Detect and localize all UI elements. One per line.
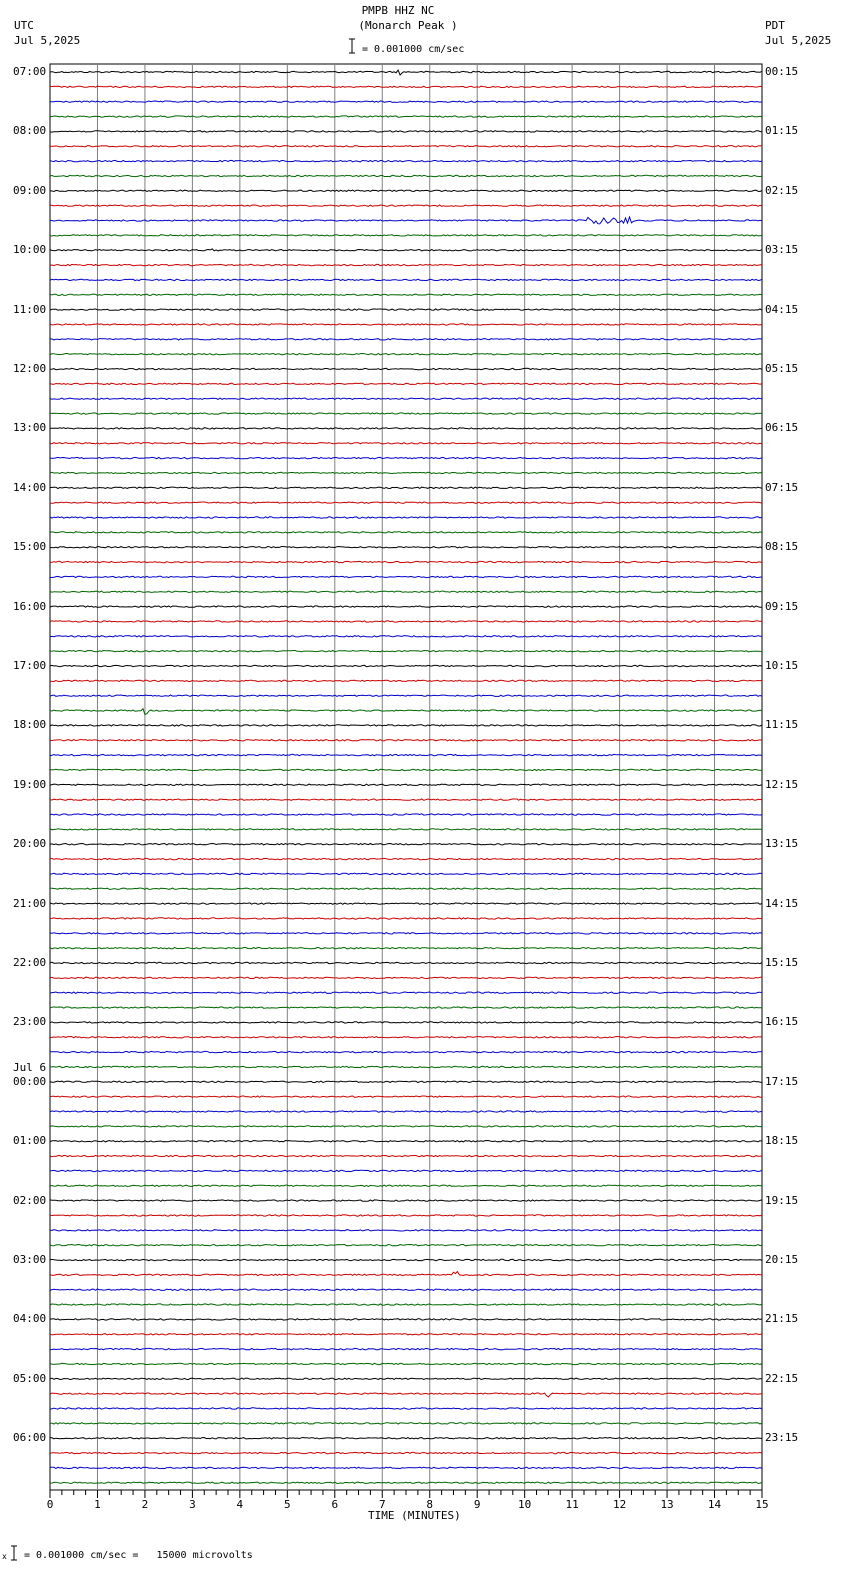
seismic-trace	[50, 131, 762, 132]
footer-scale-note: = 0.001000 cm/sec = 15000 microvolts	[24, 1550, 253, 1561]
utc-hour-label: 10:00	[13, 243, 47, 257]
seismic-trace	[50, 1007, 762, 1008]
utc-hour-label: 00:00	[13, 1074, 47, 1088]
seismic-trace	[50, 1334, 762, 1335]
seismic-trace	[50, 368, 762, 369]
seismic-trace	[50, 101, 762, 102]
seismic-trace	[50, 933, 762, 934]
seismic-trace	[50, 443, 762, 444]
seismic-trace	[50, 294, 762, 295]
seismic-trace	[50, 561, 762, 562]
pdt-hour-label: 08:15	[765, 540, 799, 554]
pdt-hour-label: 05:15	[765, 362, 799, 375]
seismic-trace	[50, 606, 762, 607]
seismic-trace	[50, 1051, 762, 1052]
seismic-trace	[50, 888, 762, 889]
seismic-trace	[50, 1155, 762, 1156]
seismic-trace	[50, 576, 762, 577]
utc-hour-label: 03:00	[13, 1253, 47, 1266]
pdt-hour-label: 04:15	[765, 302, 799, 316]
seismic-trace	[50, 1272, 762, 1276]
right-date: Jul 5,2025	[765, 34, 832, 47]
seismic-trace	[50, 1126, 762, 1127]
seismic-trace	[50, 190, 762, 191]
pdt-hour-label: 23:15	[765, 1431, 799, 1445]
x-tick-label: 15	[755, 1498, 769, 1511]
x-tick-label: 10	[518, 1498, 532, 1511]
station-name: (Monarch Peak )	[358, 19, 458, 32]
seismic-trace	[50, 814, 762, 815]
seismic-trace	[50, 1141, 762, 1142]
seismic-trace	[50, 1170, 762, 1171]
x-tick-label: 12	[612, 1498, 627, 1511]
seismic-trace	[50, 740, 762, 741]
seismic-trace	[50, 1289, 762, 1290]
seismic-trace	[50, 160, 762, 161]
utc-hour-label: 08:00	[13, 124, 47, 138]
seismic-trace	[50, 502, 762, 503]
x-tick-label: 1	[94, 1498, 101, 1511]
seismic-trace	[50, 858, 762, 859]
utc-hour-label: 21:00	[13, 896, 47, 910]
seismic-trace	[50, 903, 762, 904]
seismic-trace	[50, 725, 762, 726]
pdt-hour-label: 16:15	[765, 1015, 799, 1029]
seismic-trace	[50, 1066, 762, 1067]
seismic-trace	[50, 1200, 762, 1201]
seismic-trace	[50, 1363, 762, 1364]
corner-mark: x	[2, 1552, 7, 1561]
seismic-trace	[50, 1482, 762, 1483]
seismic-trace	[50, 1452, 762, 1453]
seismic-trace	[50, 1081, 762, 1082]
pdt-hour-label: 15:15	[765, 956, 799, 969]
utc-hour-label: 19:00	[13, 777, 47, 791]
x-tick-label: 13	[660, 1498, 674, 1511]
seismic-trace	[50, 205, 762, 206]
seismic-trace	[50, 146, 762, 147]
seismic-trace	[50, 1230, 762, 1231]
x-tick-label: 2	[141, 1498, 149, 1511]
left-timezone: UTC	[14, 19, 34, 32]
seismic-trace	[50, 116, 762, 117]
seismic-trace	[50, 1185, 762, 1186]
seismic-trace	[50, 1022, 762, 1023]
seismic-trace	[50, 918, 762, 919]
utc-hour-label: 13:00	[13, 421, 47, 435]
utc-hour-label: 16:00	[13, 599, 47, 613]
pdt-hour-label: 01:15	[765, 124, 799, 138]
seismic-trace	[50, 175, 762, 176]
seismic-trace	[50, 695, 762, 696]
plot-frame	[50, 64, 762, 1490]
station-code: PMPB HHZ NC	[361, 4, 435, 17]
utc-hour-label: 09:00	[13, 183, 47, 197]
x-tick-label: 6	[331, 1498, 339, 1511]
seismic-trace	[50, 383, 762, 384]
scale-label: = 0.001000 cm/sec	[362, 44, 465, 55]
pdt-hour-label: 17:15	[765, 1074, 799, 1088]
seismic-trace	[50, 992, 762, 993]
utc-hour-label: 22:00	[13, 956, 47, 969]
seismic-trace	[50, 799, 762, 800]
seismic-trace	[50, 665, 762, 666]
seismic-trace	[50, 948, 762, 949]
seismic-trace	[50, 413, 762, 414]
utc-hour-label: 23:00	[13, 1015, 47, 1029]
seismic-trace	[50, 547, 762, 548]
seismic-trace	[50, 680, 762, 681]
seismic-trace	[50, 86, 762, 87]
seismic-trace	[50, 264, 762, 265]
utc-hour-label: 14:00	[13, 480, 47, 494]
utc-hour-label: 18:00	[13, 718, 47, 732]
seismic-trace	[50, 1319, 762, 1320]
utc-hour-label: 07:00	[13, 65, 47, 78]
seismic-trace	[50, 249, 762, 251]
pdt-hour-label: 10:15	[765, 659, 799, 672]
pdt-hour-label: 13:15	[765, 837, 799, 851]
pdt-hour-label: 07:15	[765, 480, 799, 494]
utc-hour-label: 05:00	[13, 1371, 47, 1385]
seismic-trace	[50, 487, 762, 488]
seismic-trace	[50, 873, 762, 874]
pdt-hour-label: 00:15	[765, 65, 799, 78]
pdt-hour-label: 03:15	[765, 243, 799, 257]
seismic-trace	[50, 1037, 762, 1038]
seismic-trace	[50, 621, 762, 622]
right-timezone: PDT	[765, 19, 785, 32]
x-tick-label: 8	[426, 1498, 434, 1511]
x-tick-label: 14	[707, 1498, 722, 1511]
seismic-trace	[50, 977, 762, 978]
pdt-hour-label: 20:15	[765, 1253, 799, 1266]
seismic-trace	[50, 1438, 762, 1439]
seismic-trace	[50, 651, 762, 652]
pdt-hour-label: 06:15	[765, 421, 799, 435]
utc-hour-label: 20:00	[13, 837, 47, 851]
seismic-trace	[50, 591, 762, 592]
seismic-trace	[50, 70, 762, 75]
x-tick-label: 3	[189, 1498, 196, 1511]
seismic-trace	[50, 235, 762, 236]
utc-hour-label: 11:00	[13, 302, 47, 316]
pdt-hour-label: 14:15	[765, 896, 799, 910]
pdt-hour-label: 18:15	[765, 1134, 799, 1148]
pdt-hour-label: 09:15	[765, 599, 799, 613]
x-axis-title: TIME (MINUTES)	[368, 1509, 461, 1522]
pdt-hour-label: 19:15	[765, 1193, 799, 1207]
seismic-trace	[50, 709, 762, 715]
seismic-trace	[50, 1111, 762, 1112]
pdt-hour-label: 11:15	[765, 718, 799, 732]
utc-hour-label: 04:00	[13, 1312, 47, 1326]
utc-hour-label: 06:00	[13, 1431, 47, 1445]
utc-hour-label: 01:00	[13, 1134, 47, 1148]
seismic-trace	[50, 217, 762, 224]
seismic-trace	[50, 517, 762, 518]
seismic-trace	[50, 428, 762, 429]
seismic-trace	[50, 339, 762, 340]
left-date: Jul 5,2025	[14, 34, 81, 47]
seismic-trace	[50, 1096, 762, 1097]
date-change-label: Jul 6	[13, 1060, 47, 1074]
x-tick-label: 9	[473, 1498, 481, 1511]
utc-hour-label: 12:00	[13, 362, 47, 375]
seismic-trace	[50, 1393, 762, 1397]
seismic-trace	[50, 1348, 762, 1349]
seismic-trace	[50, 784, 762, 785]
seismic-trace	[50, 1245, 762, 1246]
seismic-trace	[50, 354, 762, 355]
seismic-trace	[50, 324, 762, 325]
seismic-trace	[50, 844, 762, 845]
seismic-trace	[50, 1423, 762, 1424]
seismic-trace	[50, 457, 762, 458]
x-tick-label: 11	[565, 1498, 579, 1511]
seismic-trace	[50, 636, 762, 637]
x-tick-label: 5	[284, 1498, 291, 1511]
seismic-trace	[50, 829, 762, 830]
seismic-trace	[50, 754, 762, 755]
seismic-trace	[50, 532, 762, 533]
seismic-trace	[50, 279, 762, 280]
seismic-trace	[50, 472, 762, 473]
seismic-trace	[50, 962, 762, 963]
seismic-trace	[50, 398, 762, 399]
seismic-trace	[50, 309, 762, 310]
pdt-hour-label: 22:15	[765, 1371, 799, 1385]
x-tick-label: 4	[236, 1498, 244, 1511]
pdt-hour-label: 21:15	[765, 1312, 799, 1326]
seismic-trace	[50, 1467, 762, 1468]
pdt-hour-label: 02:15	[765, 183, 799, 197]
utc-hour-label: 17:00	[13, 659, 47, 672]
seismic-trace	[50, 1408, 762, 1409]
x-tick-label: 7	[378, 1498, 386, 1511]
seismic-trace	[50, 1259, 762, 1260]
utc-hour-label: 15:00	[13, 540, 47, 554]
x-tick-label: 0	[46, 1498, 54, 1511]
pdt-hour-label: 12:15	[765, 777, 799, 791]
seismic-trace	[50, 769, 762, 770]
seismic-trace	[50, 1378, 762, 1379]
seismic-trace	[50, 1215, 762, 1216]
seismic-trace	[50, 1304, 762, 1305]
utc-hour-label: 02:00	[13, 1193, 47, 1207]
